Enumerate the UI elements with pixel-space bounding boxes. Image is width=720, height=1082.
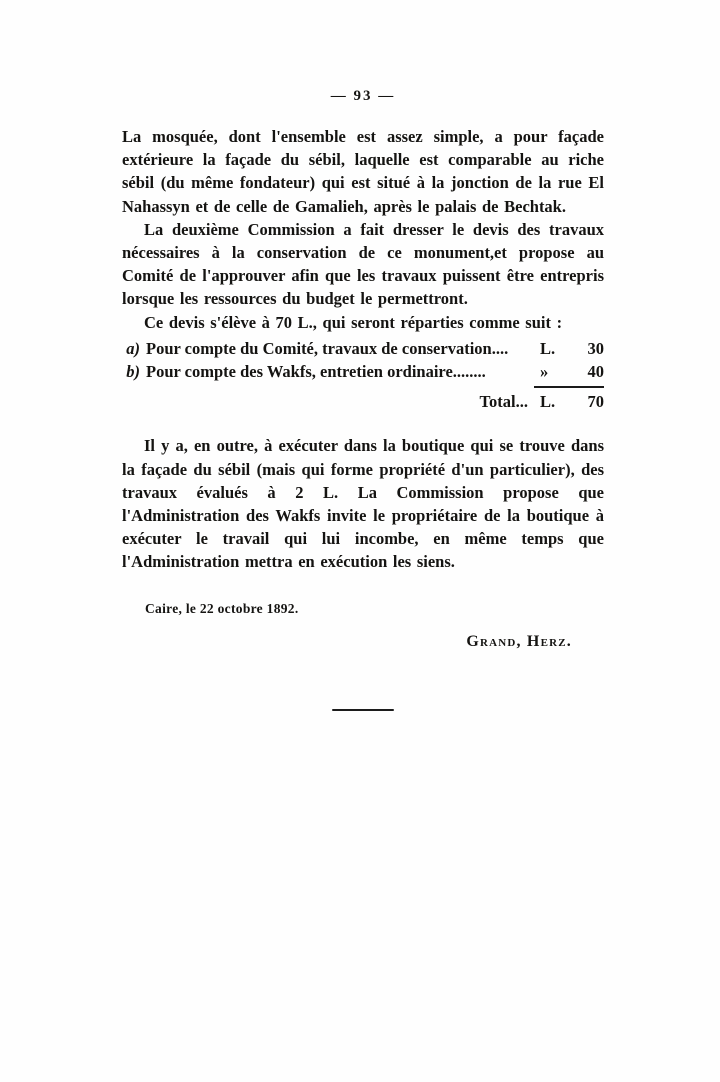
page-number: — 93 —	[330, 88, 396, 104]
dateline: Caire, le 22 octobre 1892.	[145, 600, 299, 616]
paragraph-commission-devis: La deuxième Commission a fait dresser le devis des travaux nécessaires à la conservation de ce monument,et propose au Comité de l'approuver afin que les travaux puissent être entrepris lorsque les ressources du budget le permettront.	[122, 219, 604, 309]
devis-item-b-currency: »	[540, 362, 549, 382]
paragraph-boutique-works: Il y a, en outre, à exécuter dans la boutique qui se trouve dans la façade du sébil (mais qui forme propriété d'un particulier), des travaux évalués à 2 L. La Commission propose que l'Administration des Wakfs invite le propriétaire de la boutique à exécuter le travail qui lui incombe, en même temps que l'Administration mettra en exécution les siens.	[122, 436, 604, 572]
devis-total-label: Total...	[479, 392, 528, 412]
devis-item-b-amount: 40	[587, 362, 604, 382]
devis-item-a-description: Pour compte du Comité, travaux de conservation....	[146, 338, 509, 358]
devis-total-row	[122, 390, 604, 413]
devis-item-a-amount: 30	[587, 338, 604, 358]
paragraph-facade-description: La mosquée, dont l'ensemble est assez simple, a pour façade extérieure la façade du sébil, laquelle est comparable au riche sébil (du même fondateur) qui est situé à la jonction de la rue El Nahassyn et de celle de Gamalieh, après le palais de Bechtak.	[122, 127, 604, 216]
devis-item-a-marker: a)	[126, 338, 140, 358]
devis-item-a-currency: L.	[540, 338, 556, 358]
signature: Grand, Herz.	[466, 632, 572, 650]
devis-list	[122, 337, 604, 414]
devis-total-amount: 70	[587, 392, 604, 412]
text-block	[122, 0, 604, 711]
paragraph-devis-intro: Ce devis s'élève à 70 L., qui seront réparties comme suit :	[144, 312, 563, 332]
devis-item-a	[122, 337, 604, 360]
devis-item-b-description: Pour compte des Wakfs, entretien ordinaire........	[146, 362, 486, 382]
devis-total-columns	[534, 386, 604, 413]
end-divider-rule	[332, 709, 394, 711]
devis-total-currency: L.	[540, 392, 556, 412]
devis-item-b	[122, 360, 604, 383]
devis-item-b-marker: b)	[126, 362, 140, 382]
